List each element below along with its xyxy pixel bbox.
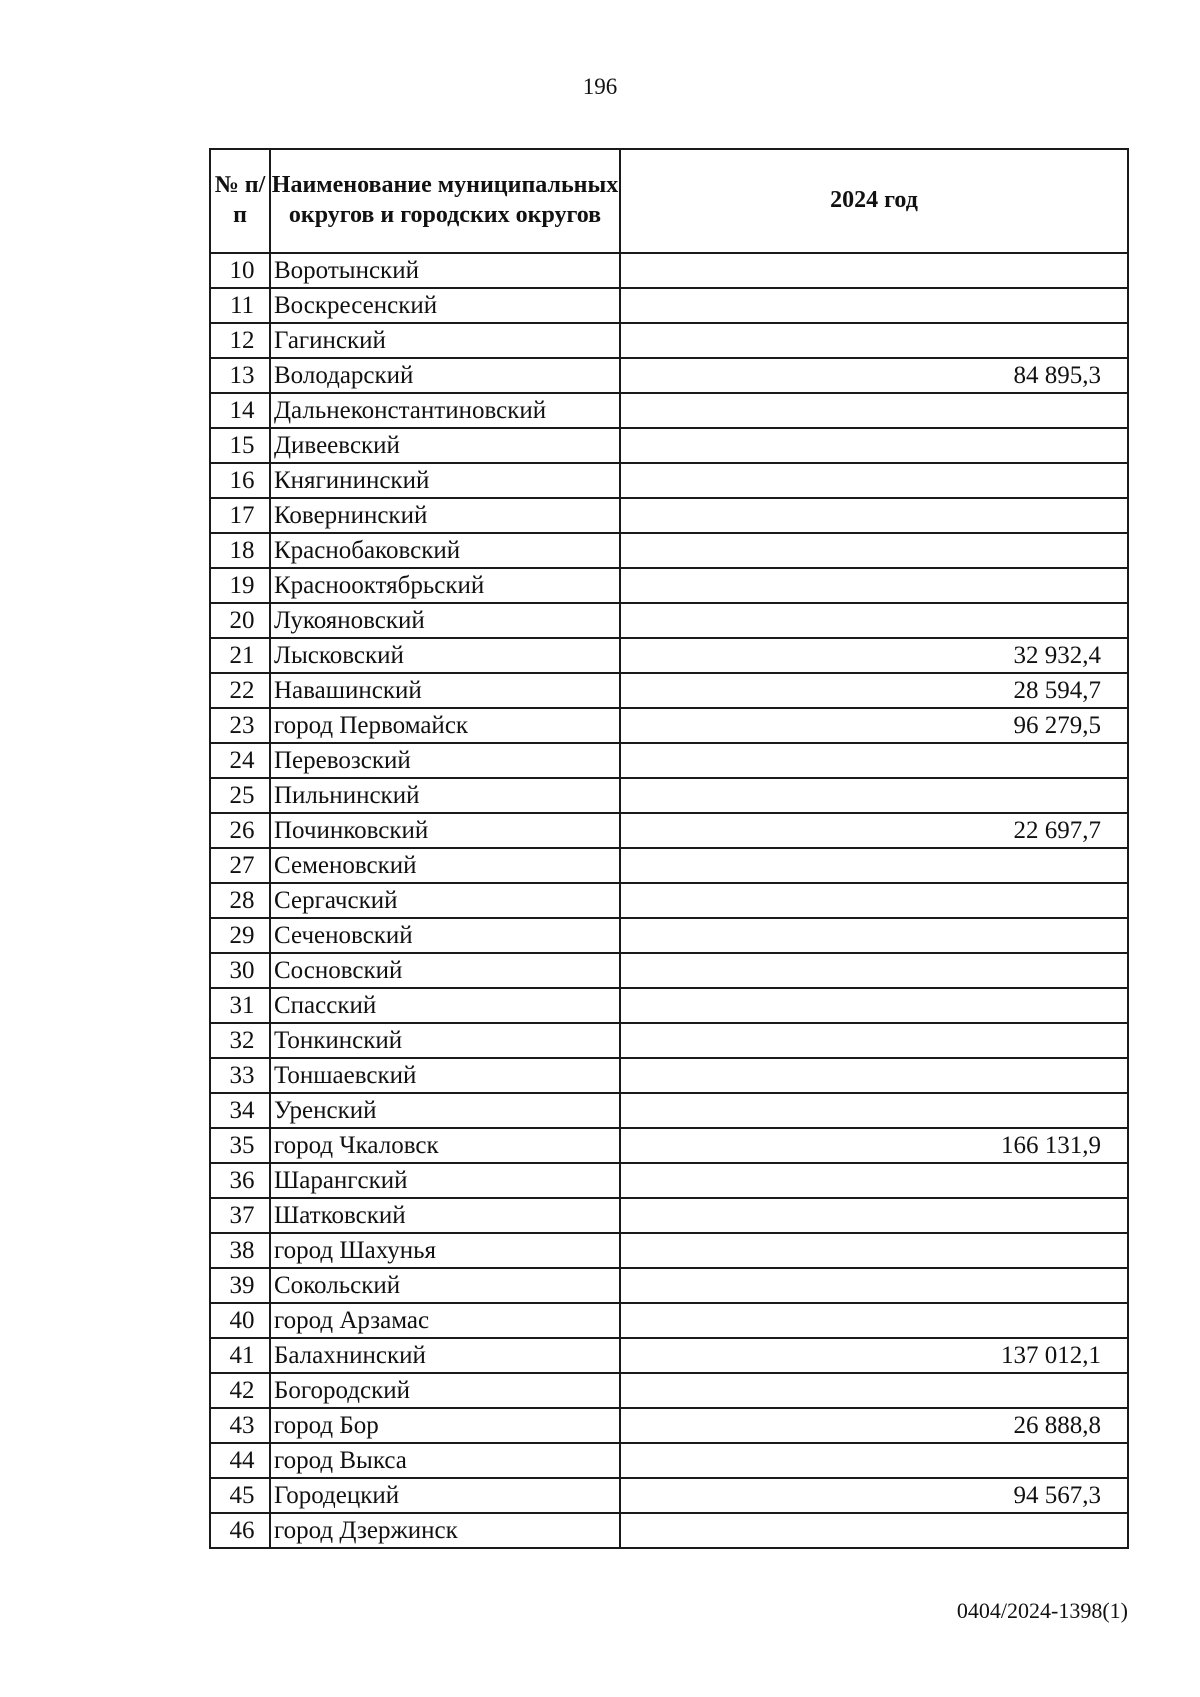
row-number: 36: [210, 1163, 270, 1198]
year-value: 96 279,5: [620, 708, 1128, 743]
table-row: [210, 1478, 1128, 1513]
row-number: 20: [210, 603, 270, 638]
district-name: Шатковский: [270, 1198, 620, 1233]
year-value: [620, 1198, 1128, 1233]
table-row: [210, 1408, 1128, 1443]
row-number: 23: [210, 708, 270, 743]
table-row: [210, 708, 1128, 743]
year-value: [620, 1093, 1128, 1128]
year-value: [620, 918, 1128, 953]
table-row: [210, 918, 1128, 953]
year-value: [620, 603, 1128, 638]
table-row: [210, 1268, 1128, 1303]
year-value: [620, 743, 1128, 778]
table-row: [210, 323, 1128, 358]
table-row: [210, 848, 1128, 883]
table-row: [210, 988, 1128, 1023]
year-value: [620, 1443, 1128, 1478]
district-name: Гагинский: [270, 323, 620, 358]
district-name: город Дзержинск: [270, 1513, 620, 1548]
row-number: 10: [210, 253, 270, 288]
year-value: 94 567,3: [620, 1478, 1128, 1513]
district-name: город Арзамас: [270, 1303, 620, 1338]
district-name: Сосновский: [270, 953, 620, 988]
row-number: 24: [210, 743, 270, 778]
header-name: Наименование муниципальных округов и городских округов: [270, 149, 620, 253]
district-name: Сеченовский: [270, 918, 620, 953]
district-name: Краснобаковский: [270, 533, 620, 568]
year-value: [620, 1058, 1128, 1093]
year-value: [620, 988, 1128, 1023]
row-number: 39: [210, 1268, 270, 1303]
district-name: Ковернинский: [270, 498, 620, 533]
page-number: 196: [582, 74, 618, 99]
district-name: Пильнинский: [270, 778, 620, 813]
table-row: [210, 253, 1128, 288]
year-value: [620, 323, 1128, 358]
table-row: [210, 288, 1128, 323]
row-number: 32: [210, 1023, 270, 1058]
row-number: 25: [210, 778, 270, 813]
row-number: 19: [210, 568, 270, 603]
district-name: Починковский: [270, 813, 620, 848]
row-number: 26: [210, 813, 270, 848]
district-name: Лысковский: [270, 638, 620, 673]
row-number: 45: [210, 1478, 270, 1513]
year-value: 32 932,4: [620, 638, 1128, 673]
district-name: Навашинский: [270, 673, 620, 708]
row-number: 17: [210, 498, 270, 533]
row-number: 12: [210, 323, 270, 358]
year-value: [620, 253, 1128, 288]
table-row: [210, 533, 1128, 568]
district-name: город Первомайск: [270, 708, 620, 743]
row-number: 21: [210, 638, 270, 673]
district-name: Дивеевский: [270, 428, 620, 463]
table-row: [210, 638, 1128, 673]
year-value: [620, 883, 1128, 918]
year-value: [620, 463, 1128, 498]
district-name: Тонкинский: [270, 1023, 620, 1058]
row-number: 13: [210, 358, 270, 393]
year-value: [620, 1513, 1128, 1548]
row-number: 41: [210, 1338, 270, 1373]
district-name: Лукояновский: [270, 603, 620, 638]
row-number: 22: [210, 673, 270, 708]
row-number: 29: [210, 918, 270, 953]
row-number: 27: [210, 848, 270, 883]
table-row: [210, 1093, 1128, 1128]
table-row: [210, 463, 1128, 498]
year-value: [620, 778, 1128, 813]
district-name: Сергачский: [270, 883, 620, 918]
table-row: [210, 428, 1128, 463]
row-number: 37: [210, 1198, 270, 1233]
year-value: 84 895,3: [620, 358, 1128, 393]
district-name: Тоншаевский: [270, 1058, 620, 1093]
district-name: Воскресенский: [270, 288, 620, 323]
district-name: Балахнинский: [270, 1338, 620, 1373]
year-value: [620, 953, 1128, 988]
table-row: [210, 1513, 1128, 1548]
year-value: [620, 1268, 1128, 1303]
year-value: [620, 1023, 1128, 1058]
row-number: 42: [210, 1373, 270, 1408]
year-value: [620, 848, 1128, 883]
header-num: № п/п: [210, 149, 270, 253]
table-row: [210, 568, 1128, 603]
table-row: [210, 1198, 1128, 1233]
district-name: Семеновский: [270, 848, 620, 883]
year-value: 28 594,7: [620, 673, 1128, 708]
district-name: город Бор: [270, 1408, 620, 1443]
district-name: Городецкий: [270, 1478, 620, 1513]
row-number: 15: [210, 428, 270, 463]
table-row: [210, 1233, 1128, 1268]
year-value: [620, 428, 1128, 463]
district-name: Богородский: [270, 1373, 620, 1408]
table-row: [210, 603, 1128, 638]
table-row: [210, 1058, 1128, 1093]
district-name: Воротынский: [270, 253, 620, 288]
district-name: Сокольский: [270, 1268, 620, 1303]
district-name: Спасский: [270, 988, 620, 1023]
district-name: Княгининский: [270, 463, 620, 498]
table-row: [210, 743, 1128, 778]
table-row: [210, 778, 1128, 813]
year-value: [620, 1163, 1128, 1198]
table-row: [210, 393, 1128, 428]
table-row: [210, 1163, 1128, 1198]
row-number: 11: [210, 288, 270, 323]
table-row: [210, 1128, 1128, 1163]
district-name: город Чкаловск: [270, 1128, 620, 1163]
row-number: 44: [210, 1443, 270, 1478]
row-number: 35: [210, 1128, 270, 1163]
district-name: Перевозский: [270, 743, 620, 778]
year-value: [620, 533, 1128, 568]
table-row: [210, 1373, 1128, 1408]
row-number: 14: [210, 393, 270, 428]
row-number: 43: [210, 1408, 270, 1443]
table-row: [210, 673, 1128, 708]
year-value: [620, 288, 1128, 323]
year-value: [620, 1373, 1128, 1408]
row-number: 40: [210, 1303, 270, 1338]
header-year: 2024 год: [620, 149, 1128, 253]
row-number: 18: [210, 533, 270, 568]
district-name: Володарский: [270, 358, 620, 393]
table-body: [210, 253, 1128, 1548]
year-value: 166 131,9: [620, 1128, 1128, 1163]
year-value: [620, 568, 1128, 603]
year-value: 137 012,1: [620, 1338, 1128, 1373]
districts-table: [209, 148, 1129, 1549]
district-name: Уренский: [270, 1093, 620, 1128]
district-name: Краснооктябрьский: [270, 568, 620, 603]
table-row: [210, 953, 1128, 988]
row-number: 38: [210, 1233, 270, 1268]
table-row: [210, 1023, 1128, 1058]
table-header-row: [210, 149, 1128, 253]
district-name: город Шахунья: [270, 1233, 620, 1268]
row-number: 33: [210, 1058, 270, 1093]
table-row: [210, 883, 1128, 918]
row-number: 28: [210, 883, 270, 918]
year-value: [620, 393, 1128, 428]
table-row: [210, 1443, 1128, 1478]
table-row: [210, 1338, 1128, 1373]
row-number: 31: [210, 988, 270, 1023]
row-number: 30: [210, 953, 270, 988]
table-row: [210, 498, 1128, 533]
year-value: [620, 498, 1128, 533]
year-value: [620, 1303, 1128, 1338]
district-name: город Выкса: [270, 1443, 620, 1478]
row-number: 34: [210, 1093, 270, 1128]
district-name: Дальнеконстантиновский: [270, 393, 620, 428]
table-row: [210, 1303, 1128, 1338]
year-value: [620, 1233, 1128, 1268]
row-number: 46: [210, 1513, 270, 1548]
table-row: [210, 358, 1128, 393]
document-code: 0404/2024-1398(1): [956, 1598, 1128, 1623]
year-value: 22 697,7: [620, 813, 1128, 848]
row-number: 16: [210, 463, 270, 498]
year-value: 26 888,8: [620, 1408, 1128, 1443]
table-row: [210, 813, 1128, 848]
district-name: Шарангский: [270, 1163, 620, 1198]
